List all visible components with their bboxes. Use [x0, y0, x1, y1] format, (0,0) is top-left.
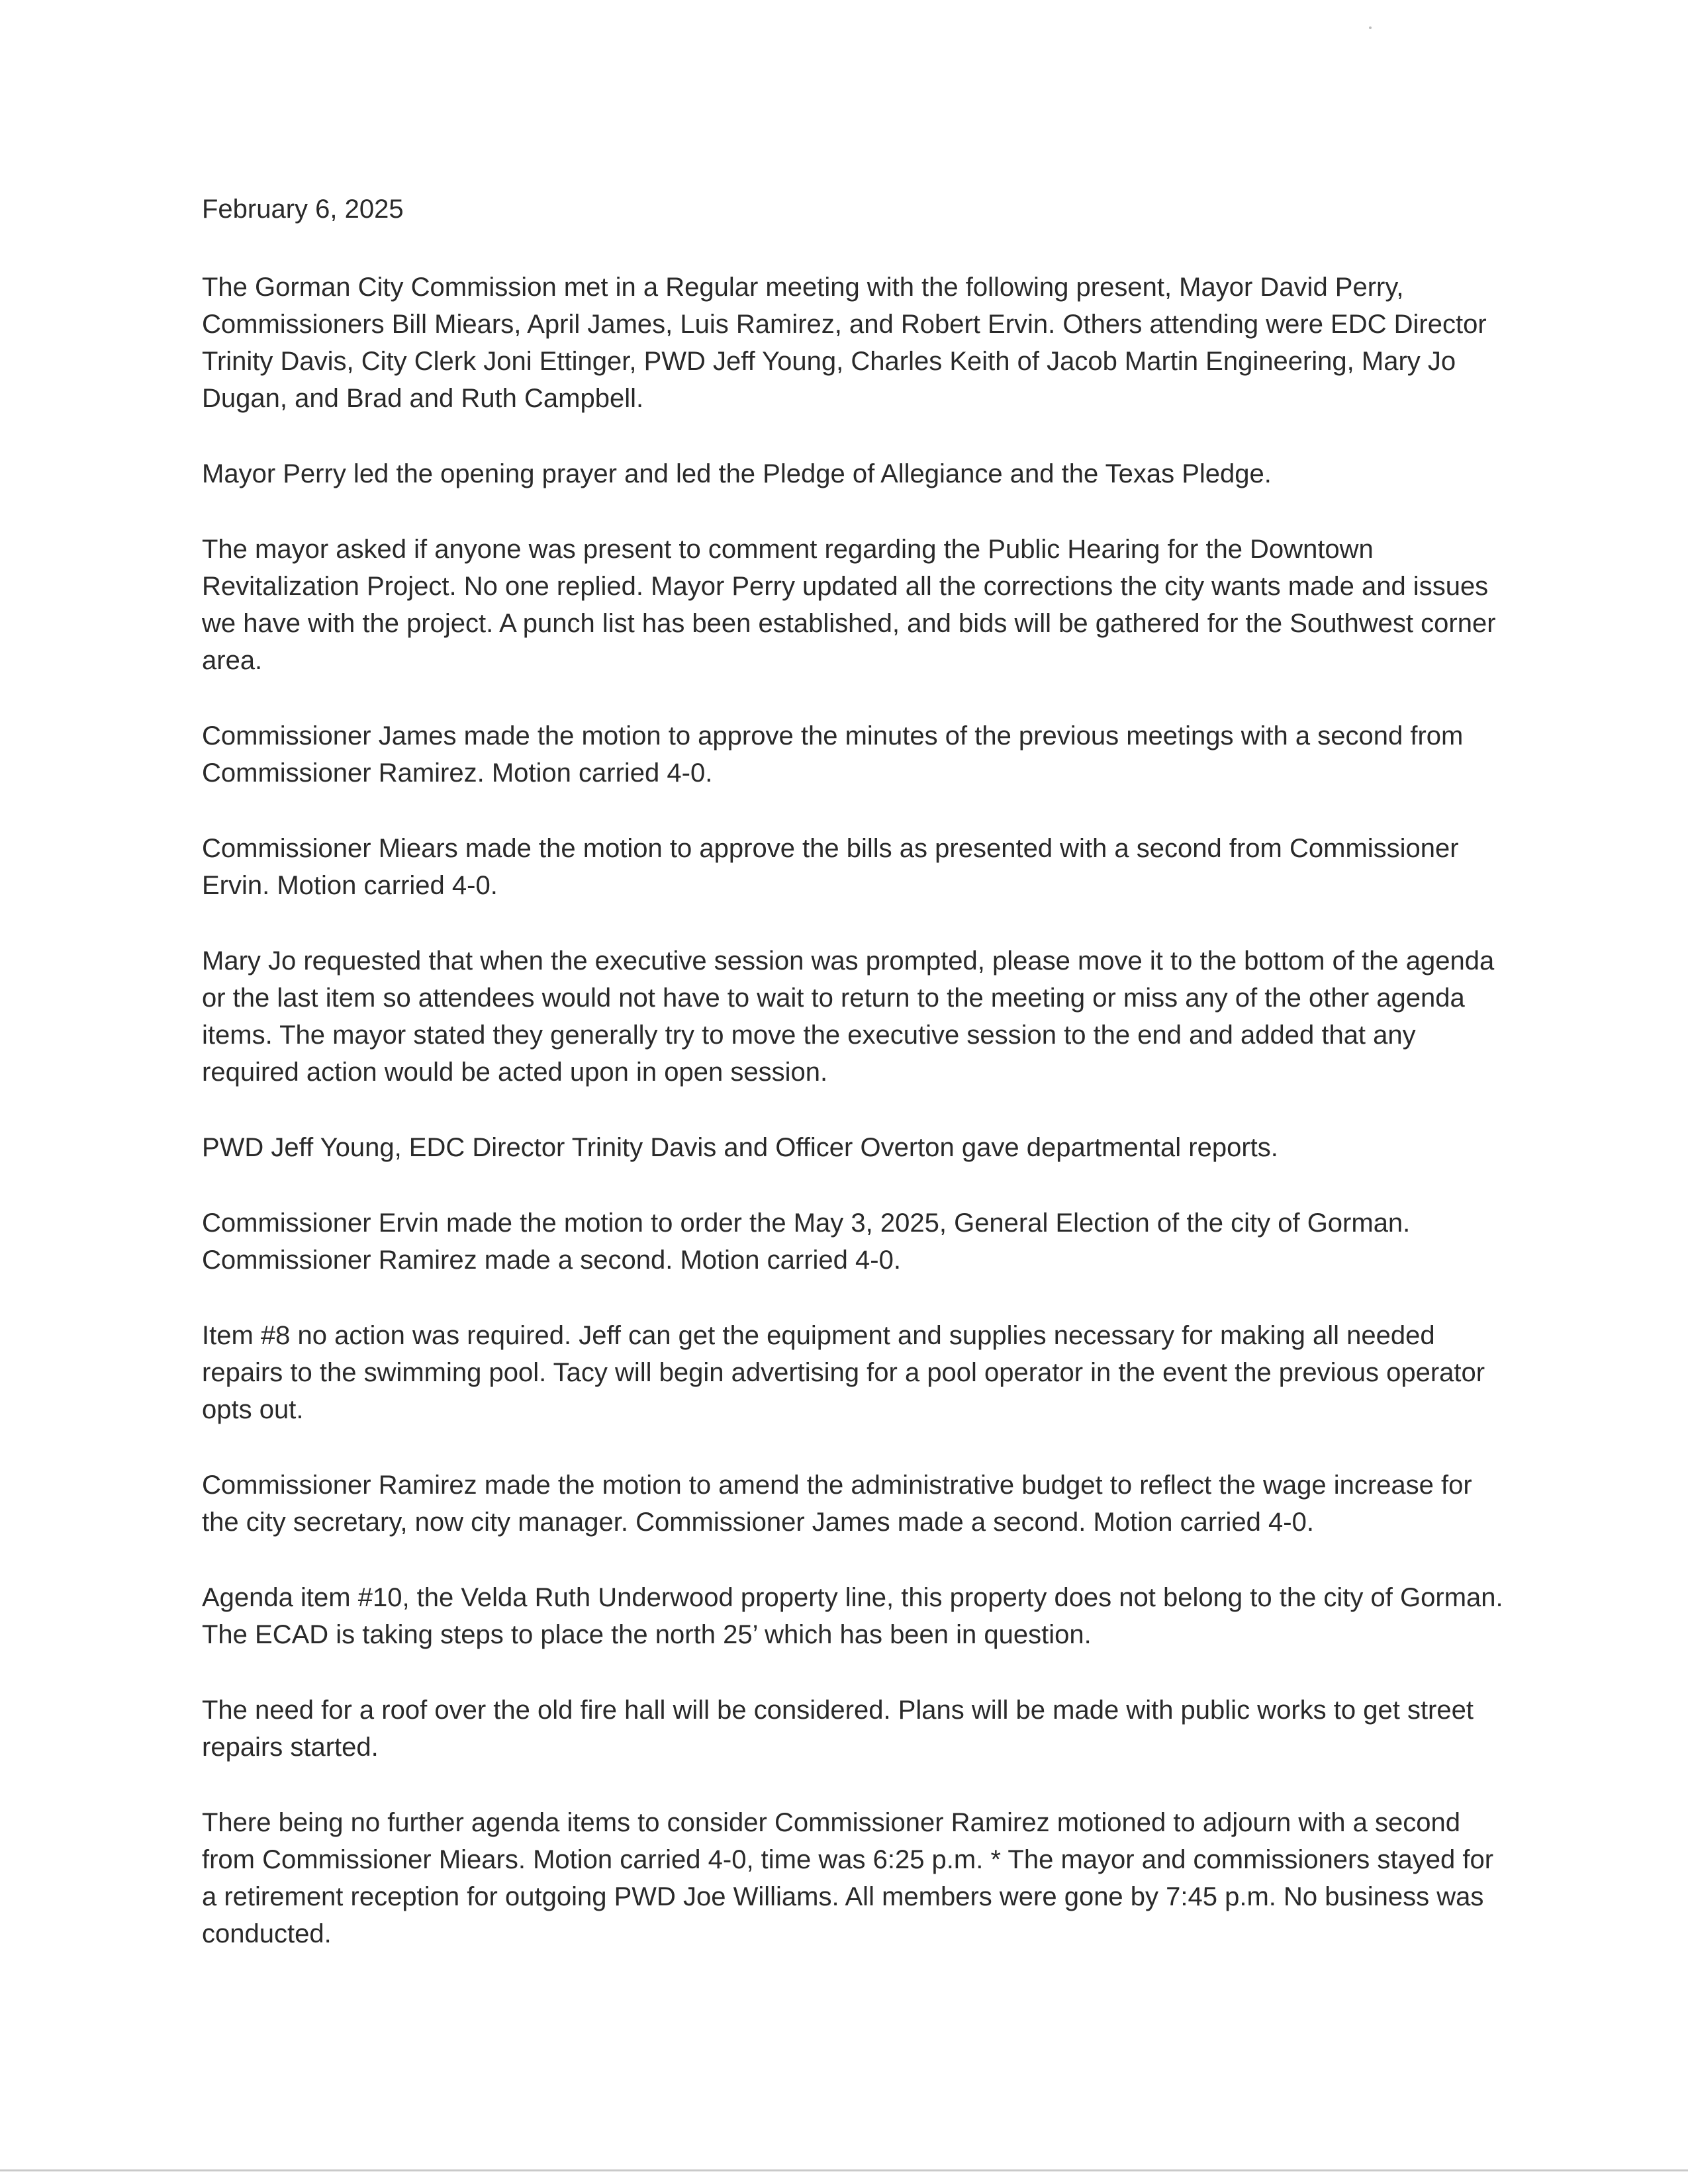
swimming-pool-paragraph: Item #8 no action was required. Jeff can get the equipment and supplies necessary for making all needed repairs to the swimming pool. Tacy will begin advertising for a pool operator in the event the previous operator opts out. [202, 1321, 1485, 1424]
public-hearing-paragraph: The mayor asked if anyone was present to comment regarding the Public Hearing for the Downtown Revitalization Project. No one replied. Mayor Perry updated all the corrections the city wants made and issues we have with the project. A punch list has been established, and bids will be gathered for the Southwest corner area. [202, 535, 1496, 675]
opening-paragraph: Mayor Perry led the opening prayer and led the Pledge of Allegiance and the Texas Pledge. [202, 459, 1272, 488]
minutes-body [202, 191, 1513, 1991]
budget-amendment-paragraph: Commissioner Ramirez made the motion to amend the administrative budget to reflect the wage increase for the city secretary, now city manager. Commissioner James made a second. Motion carried 4-0. [202, 1471, 1472, 1537]
executive-session-paragraph: Mary Jo requested that when the executive session was prompted, please move it to the bottom of the agenda or the last item so attendees would not have to wait to return to the meeting or miss any of the other agenda items. The mayor stated they generally try to move the executive session to the end and added that any required action would be acted upon in open session. [202, 946, 1495, 1087]
adjournment-paragraph: There being no further agenda items to consider Commissioner Ramirez motioned to adjourn with a second from Commissioner Miears. Motion carried 4-0, time was 6:25 p.m. * The mayor and commissioners stayed for a retirement reception for outgoing PWD Joe Williams. All members were gone by 7:45 p.m. No business was conducted. [202, 1808, 1494, 1948]
scan-edge-line [0, 2169, 1688, 2171]
meeting-date: February 6, 2025 [202, 195, 404, 224]
property-line-paragraph: Agenda item #10, the Velda Ruth Underwood property line, this property does not belong to the city of Gorman. The ECAD is taking steps to place the north 25’ which has been in question. [202, 1583, 1503, 1649]
election-order-paragraph: Commissioner Ervin made the motion to order the May 3, 2025, General Election of the city of Gorman. Commissioner Ramirez made a second. Motion carried 4-0. [202, 1208, 1411, 1275]
minutes-approval-paragraph: Commissioner James made the motion to approve the minutes of the previous meetings with a second from Commissioner Ramirez. Motion carried 4-0. [202, 721, 1464, 788]
attendance-paragraph: The Gorman City Commission met in a Regular meeting with the following present, Mayor David Perry, Commissioners Bill Miears, April James, Luis Ramirez, and Robert Ervin. Others attending were EDC Director Trinity Davis, City Clerk Joni Ettinger, PWD Jeff Young, Charles Keith of Jacob Martin Engineering, Mary Jo Dugan, and Brad and Ruth Campbell. [202, 273, 1487, 413]
departmental-reports-paragraph: PWD Jeff Young, EDC Director Trinity Davis and Officer Overton gave departmental reports. [202, 1133, 1278, 1162]
scan-speck [1369, 26, 1372, 29]
fire-hall-roof-paragraph: The need for a roof over the old fire hall will be considered. Plans will be made with public works to get street repairs started. [202, 1696, 1474, 1762]
bills-approval-paragraph: Commissioner Miears made the motion to approve the bills as presented with a second from Commissioner Ervin. Motion carried 4-0. [202, 834, 1459, 900]
